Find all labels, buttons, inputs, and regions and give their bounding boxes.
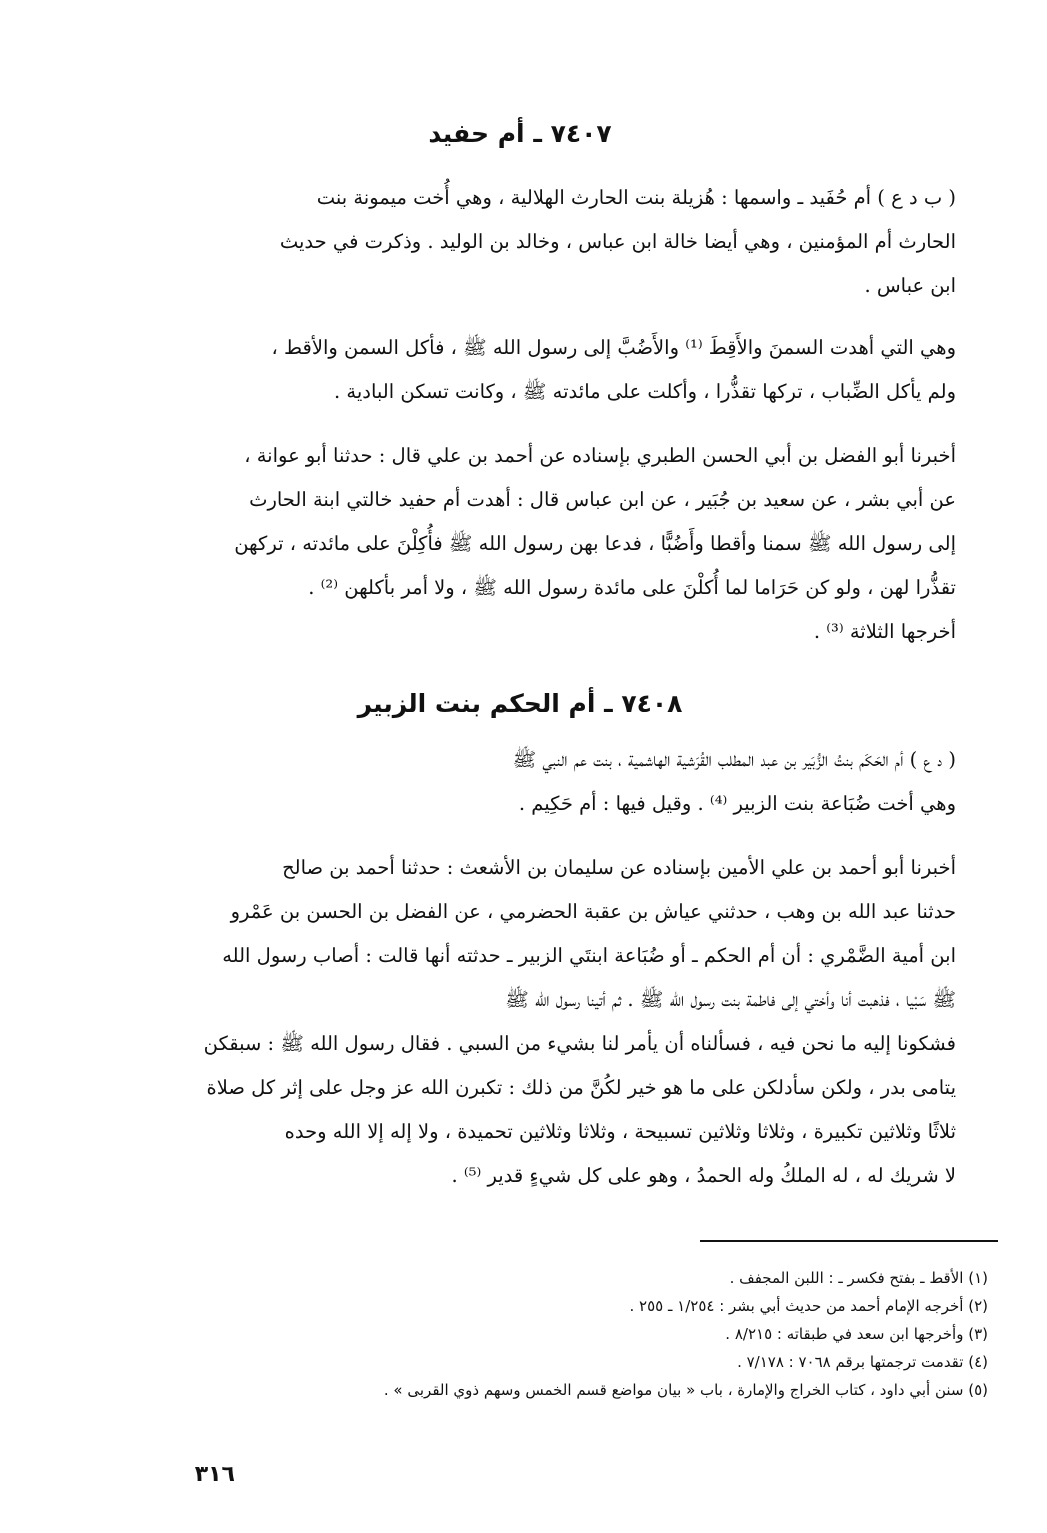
text-line: فشكونا إليه ما نحن فيه ، فسألناه أن يأمر لنا بشيء من السبي . فقال رسول الله ﷺ : سبقكن [203,1032,956,1055]
entry-title-7407: ٧٤٠٧ ـ أم حفيد [428,119,612,148]
footnote-4: (٤) تقدمت ترجمتها برقم ٧٠٦٨ : ٧/١٧٨ . [737,1353,988,1371]
text-line: ثلاثًا وثلاثين تكبيرة ، وثلاثا وثلاثين تسبيحة ، وثلاثا وثلاثين تحميدة ، ولا إله إلا الله وحده [284,1120,956,1143]
page-number: ٣١٦ [194,1462,235,1487]
footnote-divider [700,1240,998,1242]
text-line: إلى رسول الله ﷺ سمنا وأقطا وأَضُبًّا ، فدعا بهن رسول الله ﷺ فأُكِلْنَ على مائدته ، تركهن [234,532,956,555]
text-line: حدثنا عبد الله بن وهب ، حدثني عياش بن عقبة الحضرمي ، عن الفضل بن الحسن بن عَمْرو [230,900,956,923]
text-line: يتامى بدر ، ولكن سأدلكن على ما هو خير لكُنَّ من ذلك : تكبرن الله عز وجل على إثر كل صلاة [206,1076,956,1099]
text-line: ابن عباس . [864,274,956,297]
text-line: الحارث أم المؤمنين ، وهي أيضا خالة ابن عباس ، وخالد بن الوليد . وذكرت في حديث [279,230,956,253]
text-line: تقذُّرا لهن ، ولو كن حَرَاما لما أُكلْنَ على مائدة رسول الله ﷺ ، ولا أمر بأكلهن ⁽²⁾ . [308,576,956,599]
footnote-1: (١) الأقط ـ بفتح فكسر ـ : اللبن المجفف . [729,1269,988,1287]
text-line: ( د ع ) أم الحَكَم بنتُ الزُّبَير بن عبد المطلب القُرَشية الهاشمية ، بنت عم النبي ﷺ [512,748,956,771]
entry-7408-hadith-paragraph [118,846,956,1198]
text-line: أخبرنا أبو الفضل بن أبي الحسن الطبري بإسناده عن أحمد بن علي قال : حدثنا أبو عوانة ، [244,444,956,467]
entry-7407-gift-paragraph [118,326,956,414]
text-line: ابن أمية الضَّمْري : أن أم الحكم ـ أو ضُبَاعة ابنتَي الزبير ـ حدثته أنها قالت : أصاب رسول الله [222,944,956,967]
entry-title-7408: ٧٤٠٨ ـ أم الحكم بنت الزبير [357,689,683,718]
text-line: وهي أخت ضُبَاعة بنت الزبير ⁽⁴⁾ . وقيل فيها : أم حَكِيم . [518,792,956,815]
footnote-3: (٣) وأخرجها ابن سعد في طبقاته : ٨/٢١٥ . [725,1325,988,1343]
footnote-2: (٢) أخرجه الإمام أحمد من حديث أبي بشر : ١/٢٥٤ ـ ٢٥٥ . [629,1297,988,1315]
text-line: عن أبي بشر ، عن سعيد بن جُبَير ، عن ابن عباس قال : أهدت أم حفيد خالتي ابنة الحارث [249,488,956,511]
text-line: أخبرنا أبو أحمد بن علي الأمين بإسناده عن سليمان بن الأشعث : حدثنا أحمد بن صالح [282,856,956,879]
entry-7408-intro-paragraph [118,738,956,826]
text-line: وهي التي أهدت السمنَ والأَقِطَ ⁽¹⁾ والأَضُبَّ إلى رسول الله ﷺ ، فأكل السمن والأقط ، [271,336,956,359]
text-line: ( ب د ع ) أم حُفَيد ـ واسمها : هُزيلة بنت الحارث الهلالية ، وهي أُخت ميمونة بنت [316,186,956,209]
entry-7407-hadith-paragraph [118,434,956,654]
text-line: ولم يأكل الضِّباب ، تركها تقذُّرا ، وأكلت على مائدته ﷺ ، وكانت تسكن البادية . [334,380,956,403]
text-line: ﷺ سَبْيا ، فذهبت أنا وأختي إلى فاطمة بنت رسول الله ﷺ . ثم أتينا رسول الله ﷺ [505,988,956,1011]
text-line: أخرجها الثلاثة ⁽³⁾ . [813,620,956,643]
text-line: لا شريك له ، له الملكُ وله الحمدُ ، وهو على كل شيءٍ قدير ⁽⁵⁾ . [451,1164,956,1187]
entry-7407-intro-paragraph [118,176,956,308]
footnotes [200,1264,988,1404]
footnote-5: (٥) سنن أبي داود ، كتاب الخراج والإمارة ، باب « بيان مواضع قسم الخمس وسهم ذوي القربى » . [383,1381,988,1399]
